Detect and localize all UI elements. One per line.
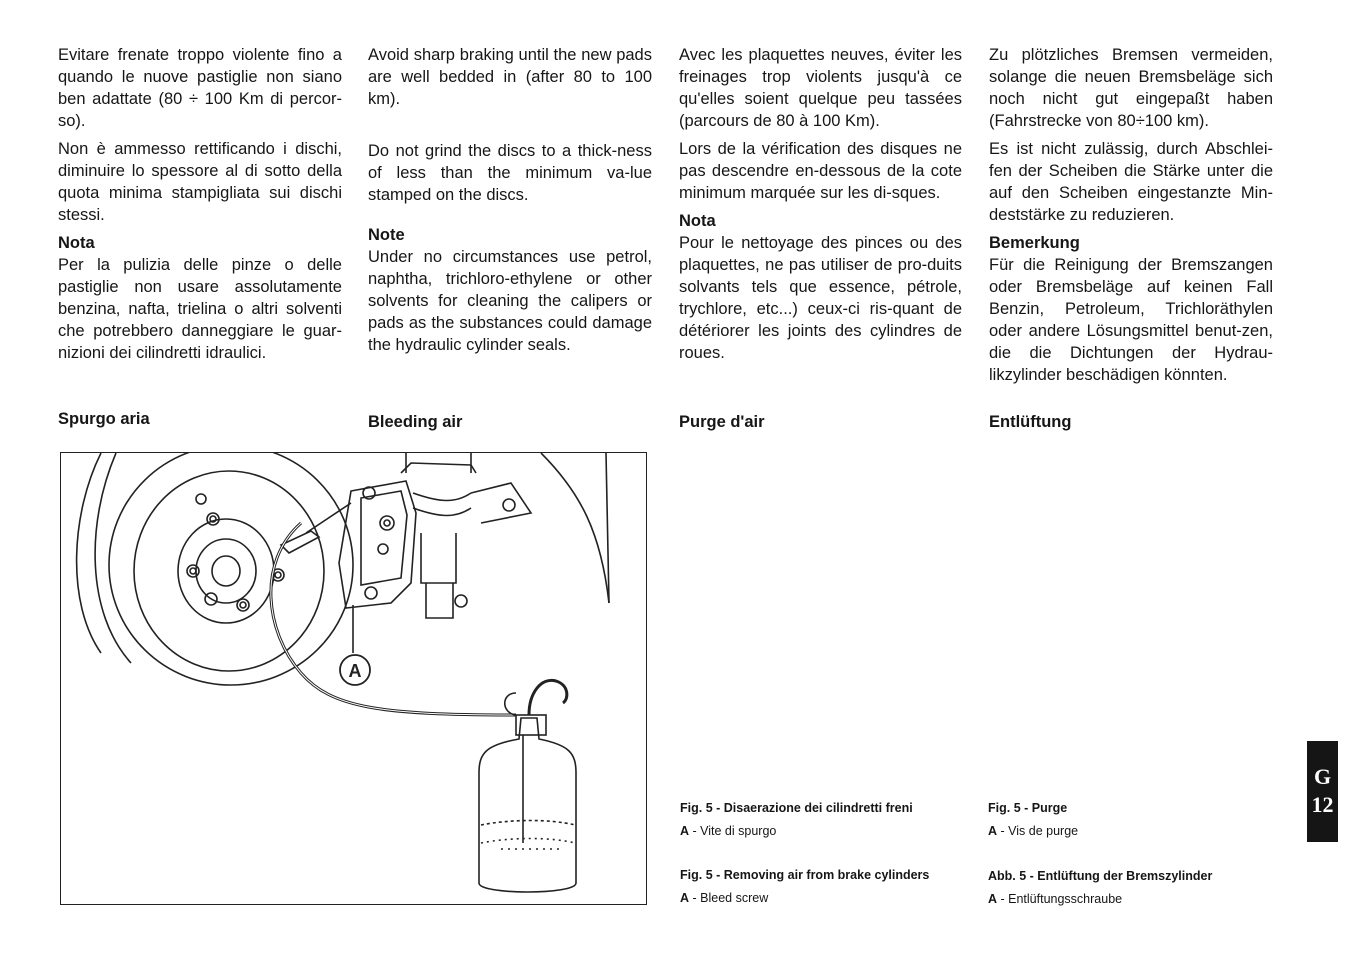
caption-letter: A — [680, 891, 690, 905]
caption-title: Fig. 5 - Disaerazione dei cilindretti freni — [680, 801, 913, 815]
paragraph: Zu plötzliches Bremsen vermeiden, solange die neuen Bremsbeläge sich noch nicht gut eingepaßt haben (Fahrstrecke von 80÷100 km). — [989, 46, 1273, 130]
section-heading-it: Spurgo aria — [58, 410, 150, 428]
caption-it — [680, 797, 913, 843]
caption-text: - Bleed screw — [689, 891, 769, 905]
brake-bleeding-illustration — [60, 452, 647, 905]
tab-letter: G — [1313, 764, 1332, 789]
note-heading: Nota — [58, 234, 95, 252]
column-italian — [58, 44, 342, 370]
caption-text: - Entlüftungsschraube — [997, 892, 1123, 906]
caption-en — [680, 864, 929, 910]
caption-text: - Vite di spurgo — [689, 824, 777, 838]
brake-diagram-svg — [61, 453, 647, 905]
paragraph: Lors de la vérification des disques ne pas descendre en-dessous de la cote minimum marquée sur les di-sques. — [679, 140, 962, 202]
paragraph: Evitare frenate troppo violente fino a quando le nuove pastiglie non siano ben adattate (80 ÷ 100 Km di percor-so). — [58, 46, 342, 130]
caption-letter: A — [680, 824, 690, 838]
note-heading: Note — [368, 226, 405, 244]
paragraph: Es ist nicht zulässig, durch Abschlei-fen der Scheiben die Stärke unter die auf den Scheiben eingestanzte Min-deststärke zu reduzieren. — [989, 140, 1273, 224]
tab-page-number: 12 — [1311, 792, 1334, 817]
section-tab — [1307, 741, 1338, 842]
caption-fr — [988, 797, 1078, 843]
column-french — [679, 44, 962, 370]
note-heading: Nota — [679, 212, 716, 230]
note-text: Für die Reinigung der Bremszangen oder Bremsbeläge auf keinen Fall Benzin, Petroleum, Trichloräthylen oder andere Lösungsmittel benut-zen, die die Dichtungen der Hydrau-likzylinder beschädigen könnten. — [989, 256, 1273, 384]
section-heading-fr: Purge d'air — [679, 413, 765, 431]
note-heading: Bemerkung — [989, 234, 1080, 252]
caption-letter: A — [988, 892, 998, 906]
paragraph: Do not grind the discs to a thick-ness of less than the minimum va-lue stamped on the discs. — [368, 142, 652, 204]
caption-letter: A — [988, 824, 998, 838]
note-text: Under no circumstances use petrol, naphtha, trichloro-ethylene or other solvents for cleaning the calipers or pads as the substances could damage the hydraulic cylinder seals. — [368, 248, 652, 354]
caption-title: Fig. 5 - Removing air from brake cylinders — [680, 868, 930, 882]
column-german — [989, 44, 1273, 392]
caption-text: - Vis de purge — [997, 824, 1079, 838]
caption-title: Fig. 5 - Purge — [988, 801, 1068, 815]
paragraph: Avoid sharp braking until the new pads are well bedded in (after 80 to 100 km). — [368, 46, 652, 108]
column-english — [368, 44, 652, 362]
callout-label: A — [348, 661, 362, 681]
caption-title: Abb. 5 - Entlüftung der Bremszylinder — [988, 869, 1213, 883]
paragraph: Non è ammesso rettificando i dischi, diminuire lo spessore al di sotto della quota minima stampigliata sui dischi stessi. — [58, 140, 342, 224]
paragraph: Avec les plaquettes neuves, éviter les freinages trop violents jusqu'à ce qu'elles soient quelque peu tassées (parcours de 80 à 100 Km). — [679, 46, 962, 130]
note-text: Pour le nettoyage des pinces ou des plaquettes, ne pas utiliser de pro-duits solvants tels que essence, pétrole, trychlore, etc...) ceux-ci ris-quant de détériorer les joints des cylindres de roues. — [679, 234, 962, 362]
note-text: Per la pulizia delle pinze o delle pastiglie non usare assolutamente benzina, nafta, trielina o altri solventi che potrebbero danneggiare le guar-nizioni dei cilindretti idraulici. — [58, 256, 342, 362]
caption-de — [988, 865, 1212, 911]
section-heading-de: Entlüftung — [989, 413, 1072, 431]
section-heading-en: Bleeding air — [368, 413, 463, 431]
